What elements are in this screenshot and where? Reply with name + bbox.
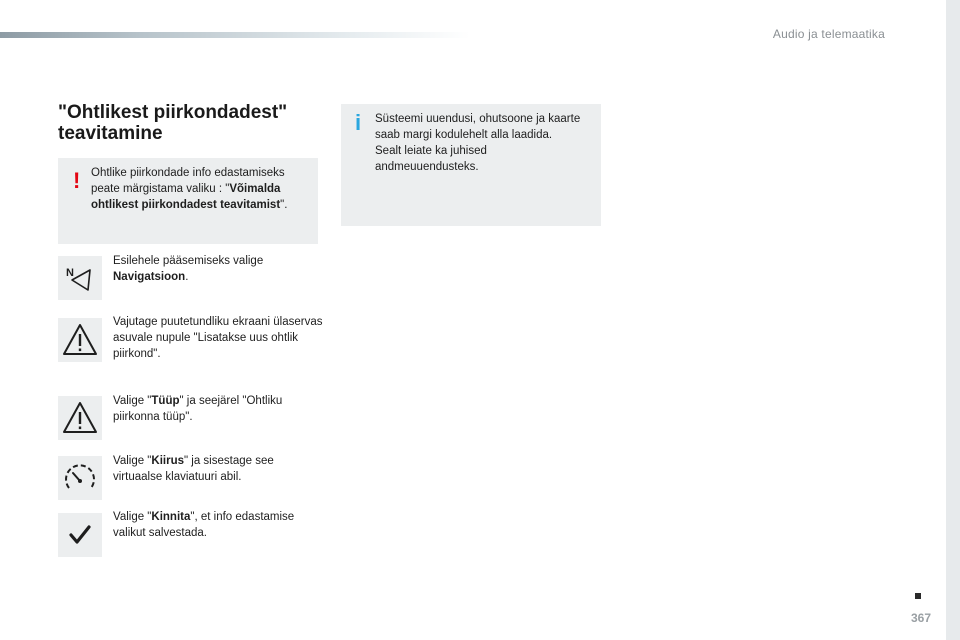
page-heading-line1: "Ohtlikest piirkondadest" [58,102,288,123]
exclamation-icon: ! [73,168,81,193]
page-marker [915,593,921,599]
step-text-4: Valige "Kiirus" ja sisestage see virtuaalse klaviatuuri abil. [113,455,274,483]
speedometer-icon [58,456,102,500]
page-heading [58,102,328,144]
warning-note-text: Ohtlike piirkondade info edastamiseks peate märgistama valiku : "Võimalda ohtlikest piirkondadest teavitamist". [91,167,288,211]
checkmark-icon [58,513,102,557]
page-number: 367 [911,611,932,625]
warning-triangle-icon [58,396,102,440]
step-text-3: Valige "Tüüp" ja seejärel "Ohtliku piirkonna tüüp". [113,395,283,423]
svg-text:N: N [66,267,74,279]
page-edge-strip [946,0,960,640]
info-icon: i [355,110,362,135]
step-text-1: Esilehele pääsemiseks valige Navigatsioon. [113,255,264,283]
header-gradient-bar [0,32,470,38]
navigation-icon [58,256,102,300]
info-note-box [341,104,601,226]
step-text-2: Vajutage puutetundliku ekraani ülaservas asuvale nupule "Lisatakse uus ohtlik piirkond". [113,316,323,360]
warning-triangle-icon [58,318,102,362]
info-note-text: Süsteemi uuendusi, ohutsoone ja kaarte saab margi kodulehelt alla laadida. Sealt leiate ka juhised andmeuuendusteks. [375,113,581,173]
page-heading-line2: teavitamine [58,123,163,144]
section-title: Audio ja telemaatika [772,27,885,41]
warning-note-box [58,158,318,244]
step-text-5: Valige "Kinnita", et info edastamise valikut salvestada. [113,511,295,539]
